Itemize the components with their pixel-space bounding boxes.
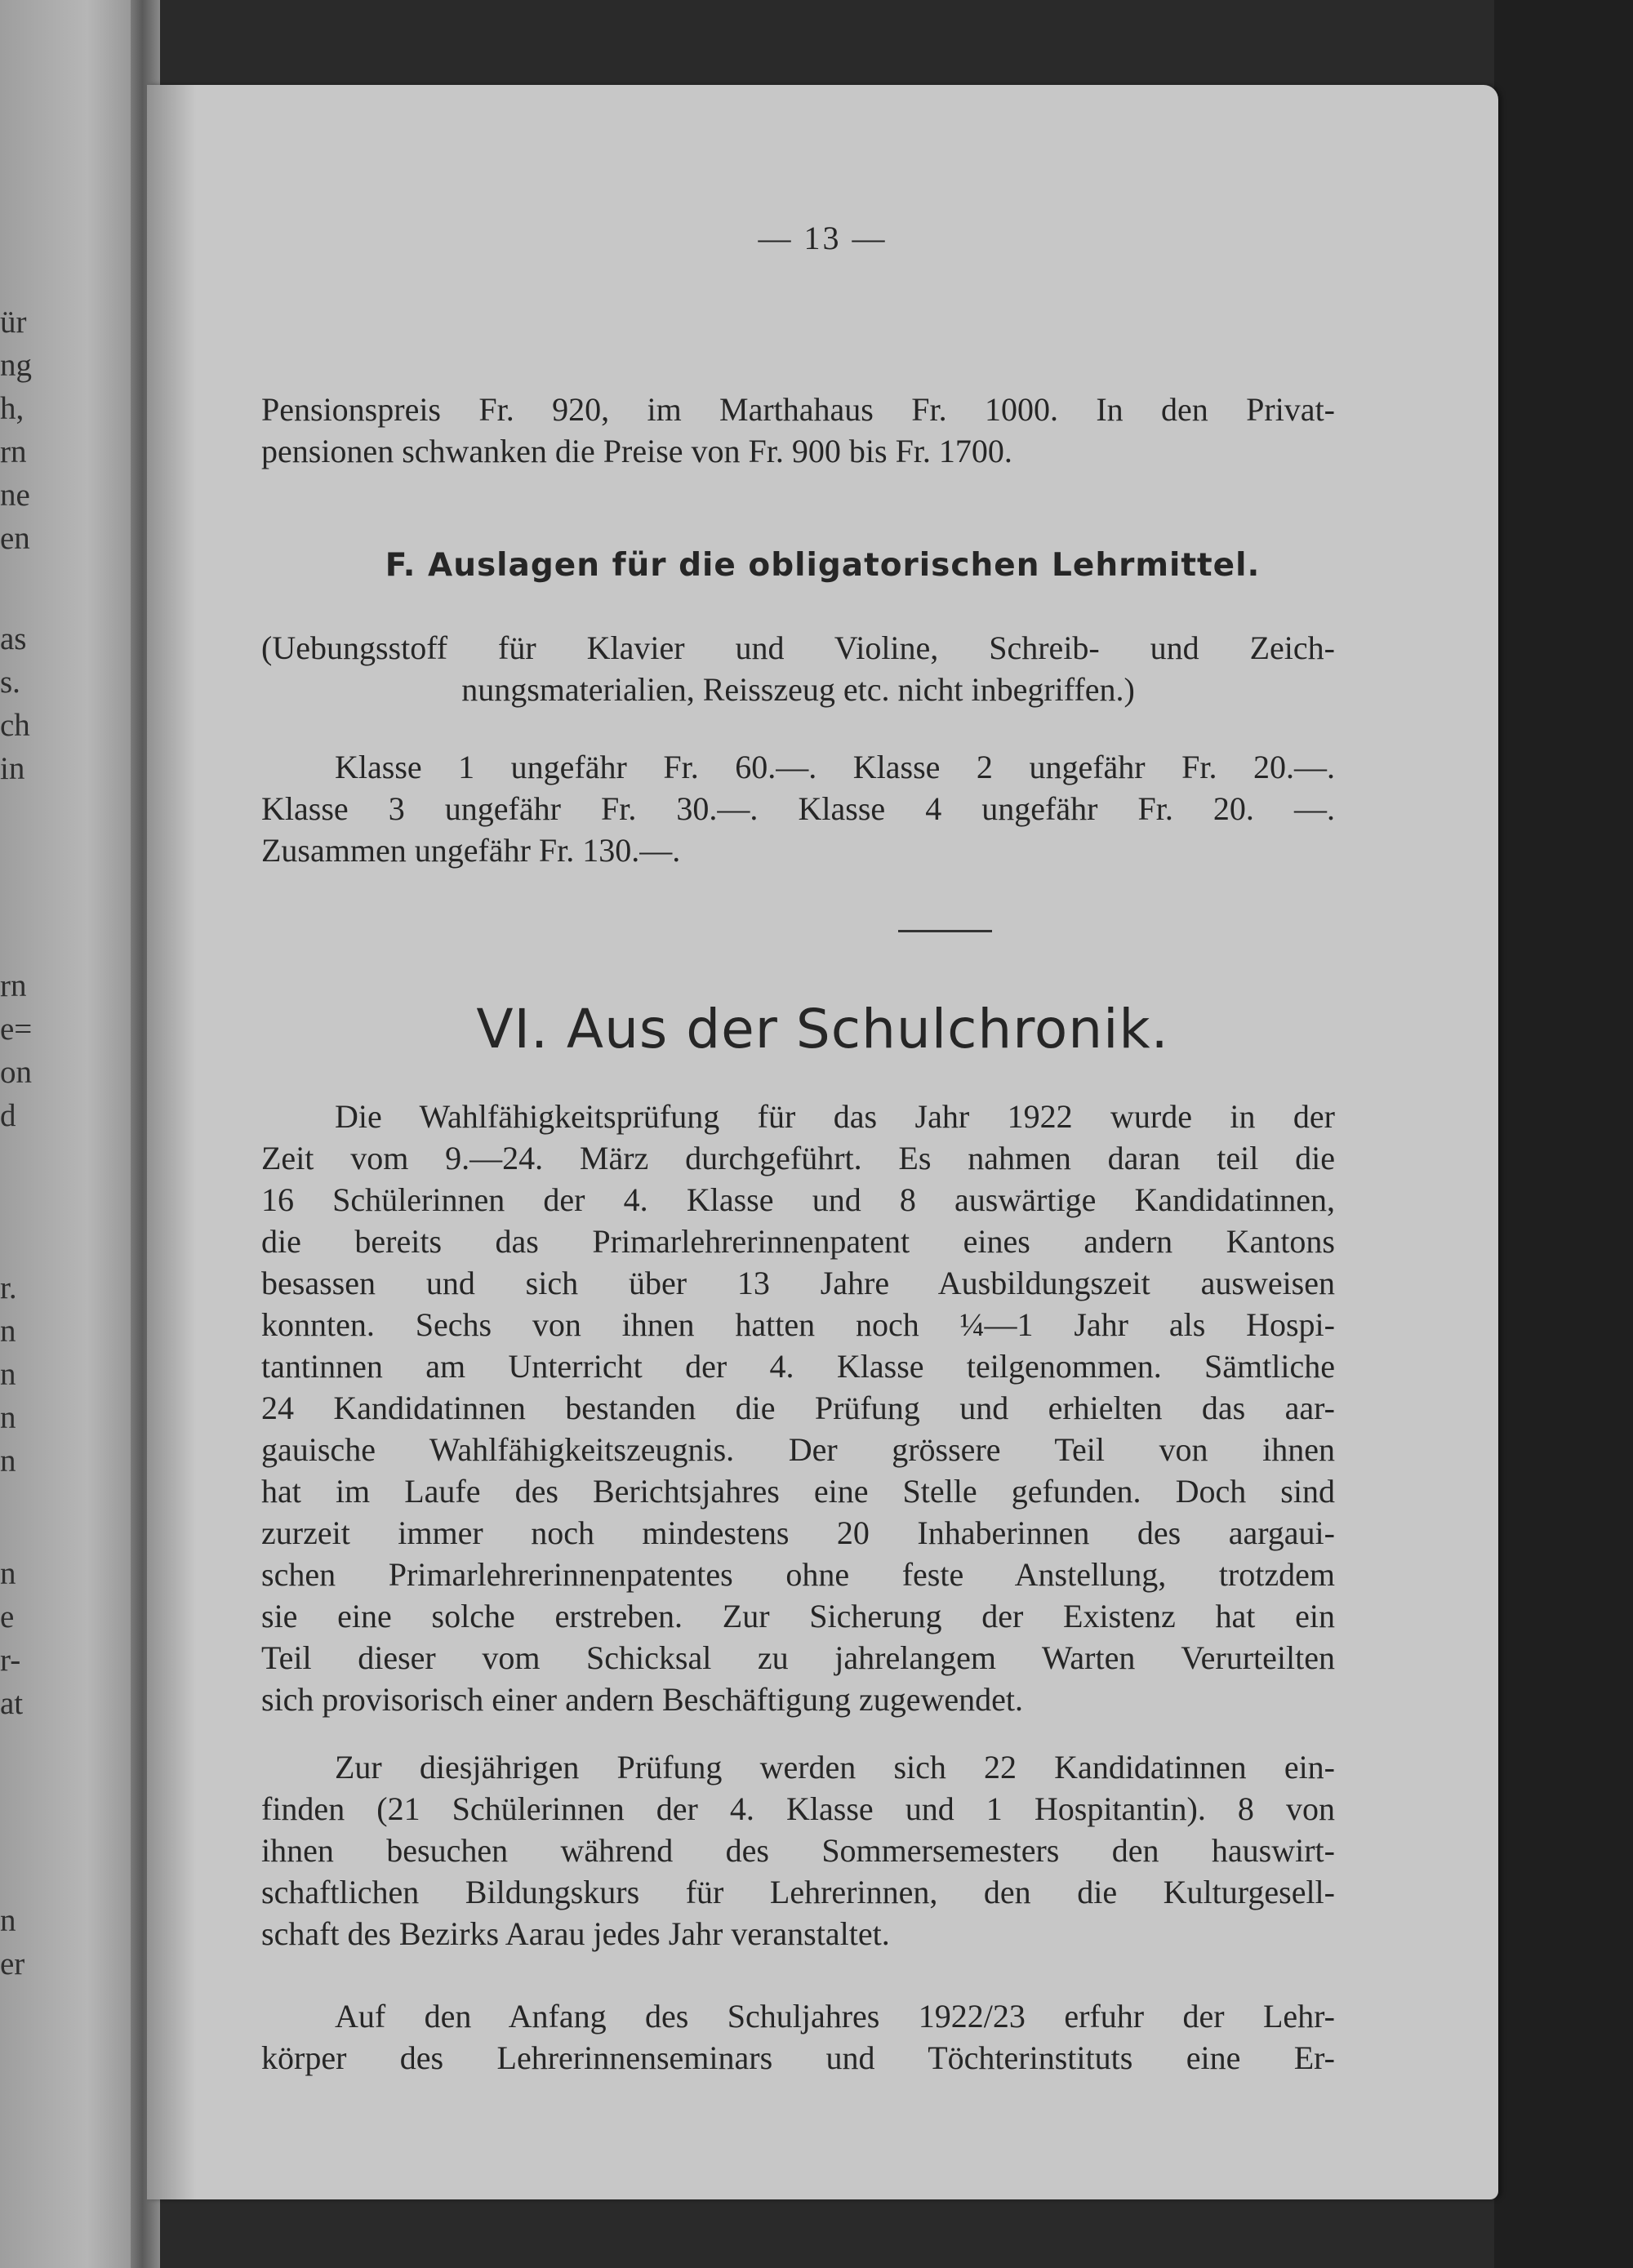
text-line: ihnen besuchen während des Sommersemesters den hauswirt-: [261, 1832, 1335, 1869]
fragment-line: n: [0, 1357, 16, 1392]
text-line: tantinnen am Unterricht der 4. Klasse teilgenommen. Sämtliche: [261, 1348, 1335, 1385]
page-content: [147, 85, 1498, 2199]
section-vi-heading: VI. Aus der Schulchronik.: [476, 998, 1169, 1061]
fragment-line: n: [0, 1443, 16, 1479]
text-line: Auf den Anfang des Schuljahres 1922/23 erfuhr der Lehr-: [335, 1998, 1335, 2035]
previous-page-fragment-group: [0, 620, 33, 794]
previous-page-fragment-group: [0, 1555, 33, 1728]
text-line: gauische Wahlfähigkeitszeugnis. Der grössere Teil von ihnen: [261, 1431, 1335, 1468]
text-line: finden (21 Schülerinnen der 4. Klasse und 1 Hospitantin). 8 von: [261, 1790, 1335, 1827]
fragment-line: r.: [0, 1270, 17, 1305]
text-line: schaftlichen Bildungskurs für Lehrerinnen, den die Kulturgesell-: [261, 1874, 1335, 1910]
chronicle-paragraph-2: [261, 1746, 1335, 1954]
previous-page-fragment-group: [0, 967, 33, 1141]
section-f-note: [261, 627, 1335, 710]
text-line: pensionen schwanken die Preise von Fr. 900 bis Fr. 1700.: [261, 433, 1012, 469]
text-line: 24 Kandidatinnen bestanden die Prüfung und erhielten das aar-: [261, 1390, 1335, 1426]
class-costs-list: [261, 746, 1335, 871]
text-line: Zeit vom 9.—24. März durchgeführt. Es nahmen daran teil die: [261, 1140, 1335, 1176]
section-divider: [898, 930, 992, 932]
fragment-line: ne: [0, 478, 30, 513]
text-line: schaft des Bezirks Aarau jedes Jahr veranstaltet.: [261, 1915, 890, 1952]
previous-page-fragment-group: [0, 304, 33, 563]
fragment-line: at: [0, 1686, 24, 1721]
book-page: [147, 85, 1498, 2199]
text-line: Zur diesjährigen Prüfung werden sich 22 Kandidatinnen ein-: [335, 1749, 1335, 1785]
text-line: zurzeit immer noch mindestens 20 Inhaberinnen des aargaui-: [261, 1514, 1335, 1551]
fragment-line: s.: [0, 665, 20, 700]
fragment-line: en: [0, 521, 30, 556]
text-line: besassen und sich über 13 Jahre Ausbildungszeit ausweisen: [261, 1265, 1335, 1301]
fragment-line: ng: [0, 348, 32, 383]
text-line: sich provisorisch einer andern Beschäftigung zugewendet.: [261, 1681, 1024, 1718]
text-line: nungsmaterialien, Reisszeug etc. nicht inbegriffen.): [461, 671, 1135, 708]
text-line: (Uebungsstoff für Klavier und Violine, Schreib- und Zeich-: [261, 629, 1335, 666]
fragment-line: h,: [0, 391, 24, 426]
pension-price-paragraph: [261, 389, 1335, 472]
fragment-line: rn: [0, 434, 27, 469]
chronicle-paragraph-1: [261, 1096, 1335, 1720]
text-line: hat im Laufe des Berichtsjahres eine Stelle gefunden. Doch sind: [261, 1473, 1335, 1510]
text-line: Zusammen ungefähr Fr. 130.—.: [261, 832, 681, 869]
text-line: Die Wahlfähigkeitsprüfung für das Jahr 1922 wurde in der: [335, 1098, 1335, 1135]
text-line: Teil dieser vom Schicksal zu jahrelangem Warten Verurteilten: [261, 1639, 1335, 1676]
fragment-line: r-: [0, 1643, 21, 1678]
scanner-background-right: [1494, 0, 1633, 2268]
fragment-line: n: [0, 1903, 16, 1938]
fragment-line: e=: [0, 1012, 33, 1047]
text-line: Pensionspreis Fr. 920, im Marthahaus Fr. 1000. In den Privat-: [261, 391, 1335, 428]
fragment-line: n: [0, 1400, 16, 1435]
text-line: schen Primarlehrerinnenpatentes ohne feste Anstellung, trotzdem: [261, 1556, 1335, 1593]
fragment-line: n: [0, 1314, 16, 1349]
section-f-heading: F. Auslagen für die obligatorischen Lehrmittel.: [385, 547, 1261, 584]
text-line: Klasse 3 ungefähr Fr. 30.—. Klasse 4 ungefähr Fr. 20. —.: [261, 790, 1335, 827]
text-line: die bereits das Primarlehrerinnenpatent eines andern Kantons: [261, 1223, 1335, 1260]
fragment-line: in: [0, 751, 25, 786]
fragment-line: er: [0, 1946, 25, 1981]
text-line: körper des Lehrerinnenseminars und Töchterinstituts eine Er-: [261, 2039, 1335, 2076]
previous-page-edge: [0, 0, 145, 2268]
fragment-line: d: [0, 1098, 16, 1133]
fragment-line: e: [0, 1599, 15, 1634]
text-line: 16 Schülerinnen der 4. Klasse und 8 auswärtige Kandidatinnen,: [261, 1181, 1335, 1218]
fragment-line: rn: [0, 968, 27, 1003]
page-number: — 13 —: [758, 220, 888, 256]
fragment-line: ür: [0, 305, 27, 340]
fragment-line: ch: [0, 708, 30, 743]
fragment-line: as: [0, 621, 27, 656]
fragment-line: n: [0, 1556, 16, 1591]
previous-page-fragment-group: [0, 1902, 33, 1989]
text-line: konnten. Sechs von ihnen hatten noch ¼—1 Jahr als Hospi-: [261, 1306, 1335, 1343]
previous-page-fragment-group: [0, 1270, 33, 1486]
text-line: Klasse 1 ungefähr Fr. 60.—. Klasse 2 ungefähr Fr. 20.—.: [335, 749, 1335, 785]
text-line: sie eine solche erstreben. Zur Sicherung der Existenz hat ein: [261, 1598, 1335, 1634]
fragment-line: on: [0, 1055, 32, 1090]
chronicle-paragraph-3: [261, 1995, 1335, 2079]
